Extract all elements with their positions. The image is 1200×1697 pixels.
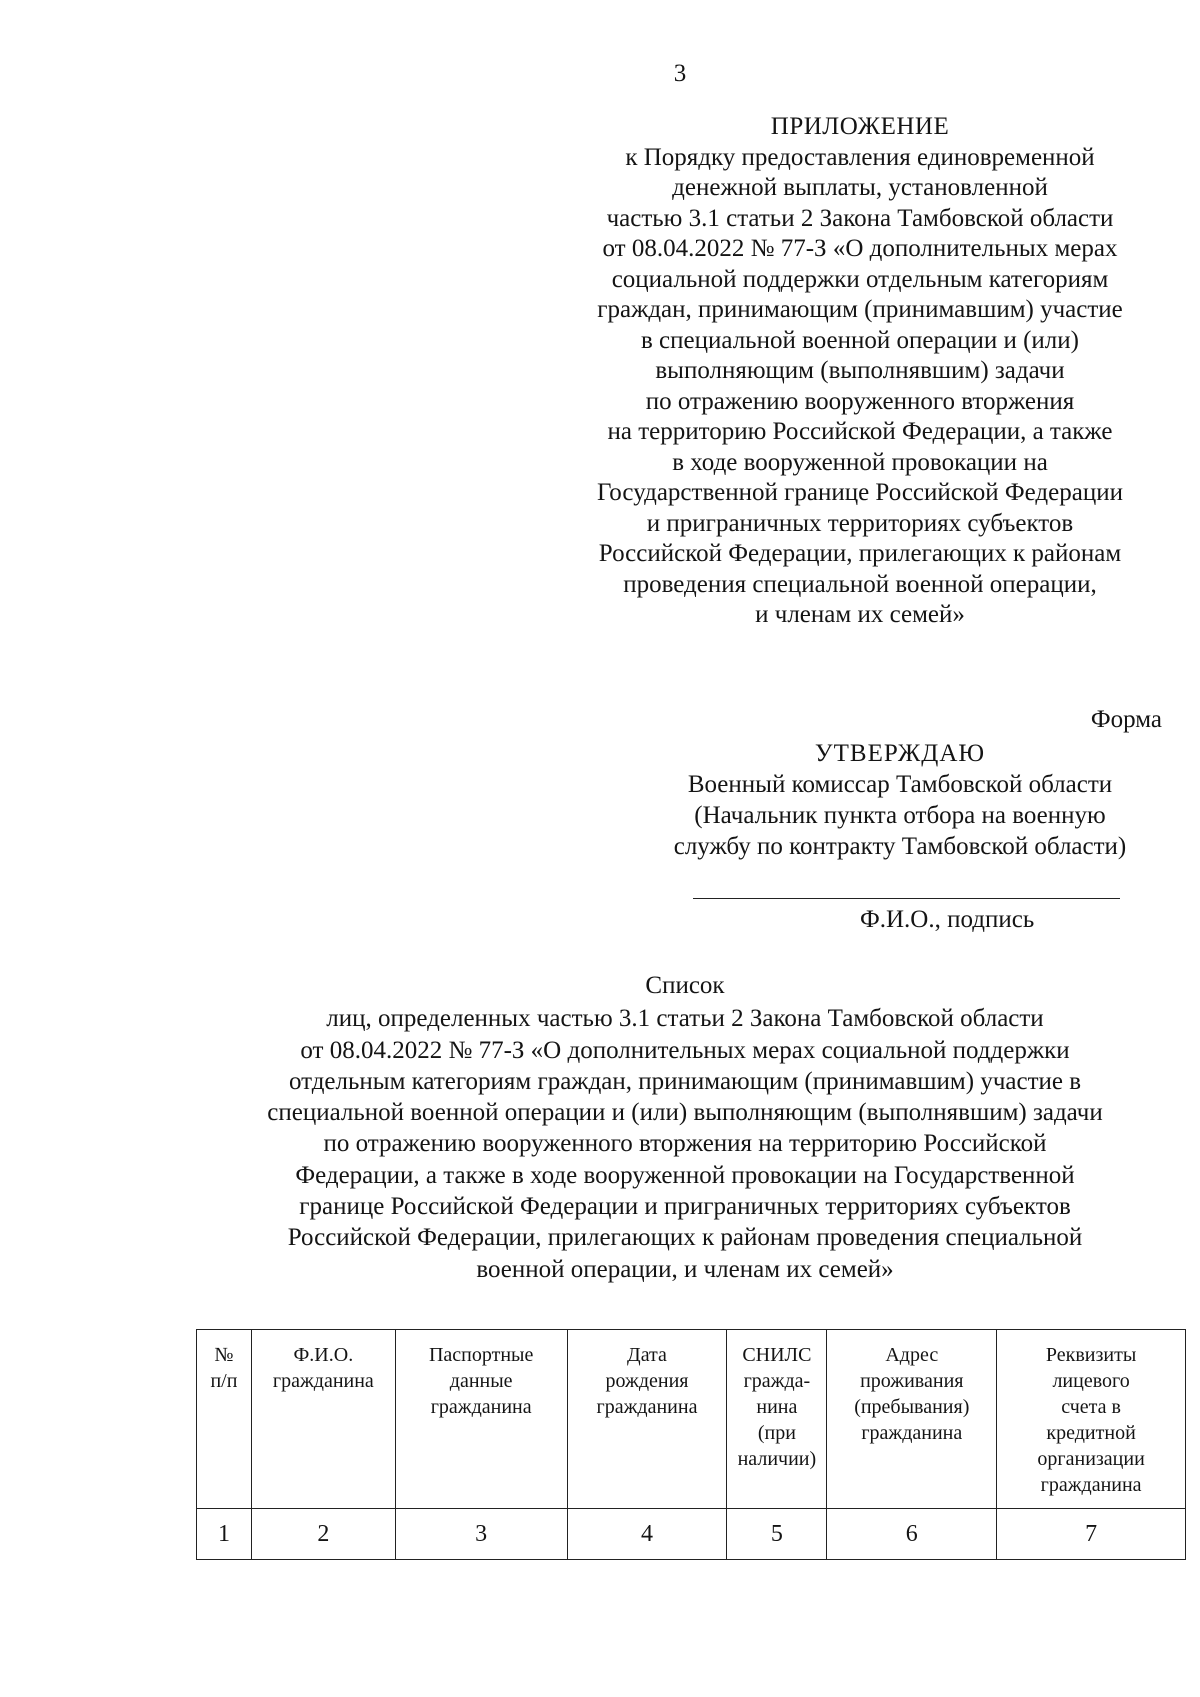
approval-line: Военный комиссар Тамбовской области xyxy=(687,771,1113,798)
appendix-line: от 08.04.2022 № 77-З «О дополнительных мерах xyxy=(602,235,1118,262)
approval-heading: УТВЕРЖДАЮ xyxy=(814,740,986,767)
column-number-cell: 2 xyxy=(251,1509,395,1560)
column-number-cell: 5 xyxy=(727,1509,827,1560)
table-row xyxy=(197,1509,1186,1560)
appendix-line: выполняющим (выполнявшим) задачи xyxy=(655,357,1065,384)
appendix-line: частью 3.1 статьи 2 Закона Тамбовской области xyxy=(606,204,1114,232)
page-number: 3 xyxy=(673,60,687,87)
approval-line: службу по контракту Тамбовской области) xyxy=(673,833,1127,860)
appendix-line: и членам их семей» xyxy=(755,601,965,628)
appendix-line: на территорию Российской Федерации, а также xyxy=(607,418,1113,445)
appendix-line: проведения специальной военной операции, xyxy=(623,570,1097,598)
list-line: границе Российской Федерации и приграничных территориях субъектов xyxy=(299,1193,1071,1221)
appendix-line: граждан, принимающим (принимавшим) участие xyxy=(597,296,1123,323)
appendix-line: Российской Федерации, прилегающих к районам xyxy=(598,540,1122,567)
approval-block xyxy=(630,738,1170,862)
appendix-block xyxy=(530,112,1190,631)
list-block xyxy=(190,970,1180,1285)
list-line: отдельным категориям граждан, принимающим (принимавшим) участие в xyxy=(288,1067,1082,1095)
list-line: Российской Федерации, прилегающих к районам проведения специальной xyxy=(287,1224,1083,1252)
list-line: Федерации, а также в ходе вооруженной провокации на Государственной xyxy=(295,1161,1075,1189)
form-label: Форма xyxy=(1090,706,1162,733)
column-number-cell: 4 xyxy=(567,1509,727,1560)
appendix-line: к Порядку предоставления единовременной xyxy=(625,143,1095,171)
column-number-cell: 3 xyxy=(395,1509,567,1560)
appendix-line: социальной поддержки отдельным категориям xyxy=(611,265,1109,293)
header-number: № п/п xyxy=(197,1330,252,1509)
appendix-line: по отражению вооруженного вторжения xyxy=(645,387,1075,415)
list-title: Список xyxy=(645,972,725,999)
appendix-line: и приграничных территориях субъектов xyxy=(646,509,1074,537)
approval-line: (Начальник пункта отбора на военную xyxy=(694,802,1106,829)
header-birth-date: Дата рождения гражданина xyxy=(567,1330,727,1509)
list-line: лиц, определенных частью 3.1 статьи 2 Закона Тамбовской области xyxy=(326,1005,1044,1033)
header-address: Адрес проживания (пребывания) гражданина xyxy=(827,1330,997,1509)
appendix-line: в специальной военной операции и (или) xyxy=(641,326,1079,354)
column-number-cell: 6 xyxy=(827,1509,997,1560)
appendix-line: в ходе вооруженной провокации на xyxy=(672,448,1048,476)
list-line: по отражению вооруженного вторжения на территорию Российской xyxy=(323,1130,1047,1158)
list-line: специальной военной операции и (или) выполняющим (выполнявшим) задачи xyxy=(267,1099,1103,1127)
appendix-line: Государственной границе Российской Федерации xyxy=(597,479,1123,506)
appendix-heading: ПРИЛОЖЕНИЕ xyxy=(770,113,950,140)
column-number-cell: 1 xyxy=(197,1509,252,1560)
table-header-row xyxy=(197,1330,1186,1509)
list-line: военной операции, и членам их семей» xyxy=(476,1255,894,1283)
header-full-name: Ф.И.О. гражданина xyxy=(251,1330,395,1509)
header-passport: Паспортные данные гражданина xyxy=(395,1330,567,1509)
column-number-cell: 7 xyxy=(997,1509,1186,1560)
header-bank-account: Реквизиты лицевого счета в кредитной организации гражданина xyxy=(997,1330,1186,1509)
header-snils: СНИЛС гражда- нина (при наличии) xyxy=(727,1330,827,1509)
signature-line xyxy=(693,898,1120,899)
signature-caption: Ф.И.О., подпись xyxy=(860,906,1035,933)
citizens-table xyxy=(196,1329,1186,1560)
list-line: от 08.04.2022 № 77-З «О дополнительных мерах социальной поддержки xyxy=(300,1036,1070,1064)
appendix-line: денежной выплаты, установленной xyxy=(672,174,1048,201)
